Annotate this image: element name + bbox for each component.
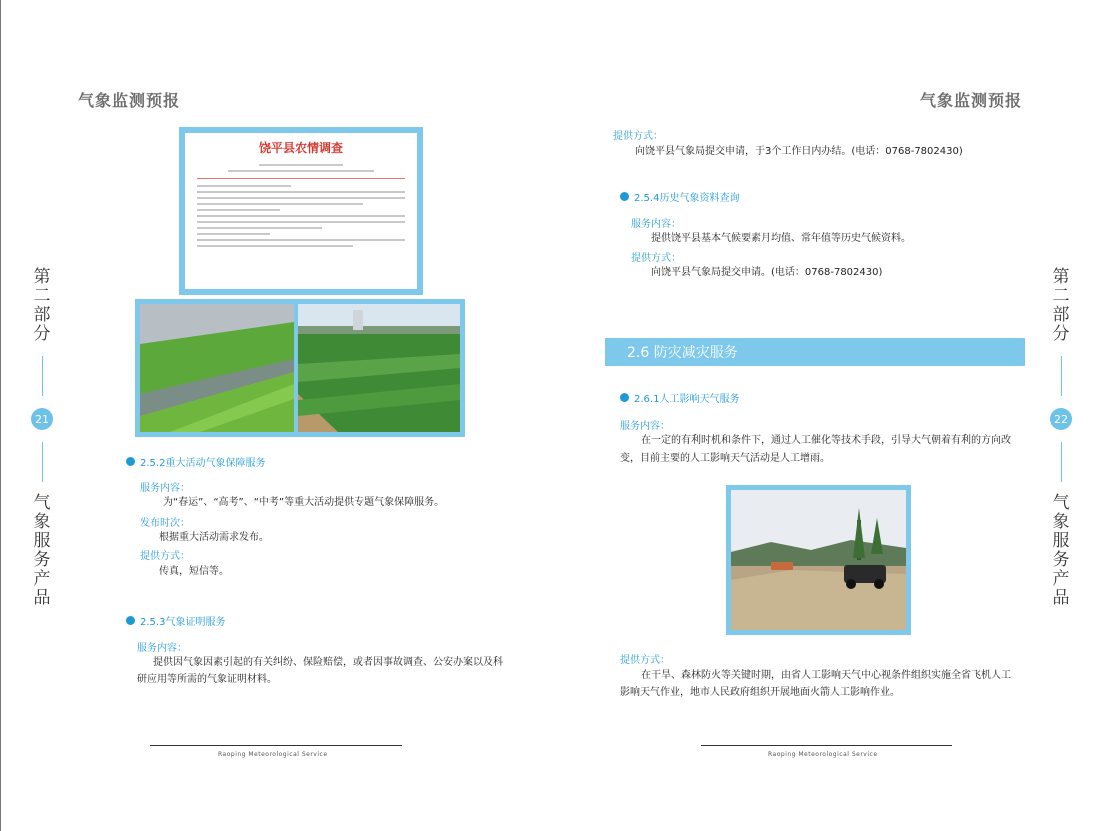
field-photos-frame (135, 299, 465, 437)
side-divider (42, 356, 43, 396)
delivery-method-text: 向饶平县气象局提交申请。(电话：0768-7802430) (651, 267, 883, 278)
service-content-text-cont: 变，目前主要的人工影响天气活动是人工增雨。 (620, 453, 830, 464)
section-heading-2-5-2 (126, 454, 265, 469)
running-head-right: 气象监测预报 (920, 91, 1023, 110)
bullet-dot-icon (126, 616, 135, 625)
section-heading-2-5-4 (620, 189, 739, 204)
delivery-method-text: 在干旱、森林防火等关键时期，由省人工影响天气中心视条件组织实施全省飞机人工 (641, 670, 1011, 681)
rice-seedling-photo (140, 304, 294, 432)
side-part-label: 第二部分 (1052, 267, 1070, 344)
footer-rule (701, 745, 952, 746)
delivery-method-text: 传真，短信等。 (159, 566, 229, 577)
section-heading-2-6-1 (620, 390, 739, 405)
side-tab-left (30, 268, 54, 608)
section-title: 2.5.3气象证明服务 (140, 617, 226, 628)
doc-image-title: 饶平县农情调查 (258, 141, 343, 155)
doc-image-body (185, 156, 417, 255)
service-content-label: 服务内容： (631, 219, 681, 230)
service-content-text: 提供因气象因素引起的有关纠纷、保险赔偿，或者因事故调查、公安办案以及科 (153, 657, 503, 668)
delivery-method-label: 提供方式： (140, 551, 190, 562)
release-time-text: 根据重大活动需求发布。 (159, 532, 269, 543)
bullet-dot-icon (126, 457, 135, 466)
weather-modification-site-photo (726, 485, 911, 635)
service-content-text: 在一定的有利时机和条件下，通过人工催化等技术手段，引导大气朝着有利的方向改 (641, 435, 1011, 446)
side-divider (1061, 356, 1062, 396)
left-edge (0, 0, 1, 831)
section-title: 2.6.1人工影响天气服务 (634, 394, 740, 405)
page-number: 21 (31, 408, 53, 430)
service-content-text-cont: 研应用等所需的气象证明材料。 (137, 674, 277, 685)
side-divider (1061, 442, 1062, 482)
section-title: 2.5.2重大活动气象保障服务 (140, 458, 266, 469)
delivery-method-label: 提供方式： (613, 131, 663, 142)
release-time-label: 发布时次： (140, 518, 190, 529)
service-content-text: 为“春运”、“高考”、“中考”等重大活动提供专题气象保障服务。 (163, 497, 445, 508)
section-band-2-6: 2.6 防灾减灾服务 (605, 338, 1025, 366)
running-head-left: 气象监测预报 (78, 91, 181, 110)
page-number: 22 (1050, 408, 1072, 430)
service-content-text: 提供饶平县基本气候要素月均值、常年值等历史气候资料。 (651, 233, 911, 244)
right-page (551, 0, 1103, 831)
bullet-dot-icon (620, 192, 629, 201)
delivery-method-label: 提供方式： (620, 655, 670, 666)
vegetable-field-photo (298, 304, 460, 432)
service-content-label: 服务内容： (620, 421, 670, 432)
side-part-label: 第二部分 (33, 267, 51, 344)
left-page (0, 0, 551, 831)
crop-survey-document-image (179, 127, 423, 295)
service-content-label: 服务内容： (140, 483, 190, 494)
footer-text: Raoping Meteorological Service (768, 751, 878, 758)
footer-rule (150, 745, 402, 746)
side-section-label: 气象服务产品 (1052, 493, 1070, 608)
side-divider (42, 442, 43, 482)
delivery-method-label: 提供方式： (631, 253, 681, 264)
service-content-label: 服务内容： (137, 643, 187, 654)
delivery-method-text-cont: 影响天气作业，地市人民政府组织开展地面火箭人工影响作业。 (620, 687, 900, 698)
bullet-dot-icon (620, 393, 629, 402)
delivery-method-text: 向饶平县气象局提交申请，于3个工作日内办结。(电话：0768-7802430) (635, 146, 963, 157)
section-title: 2.5.4历史气象资料查询 (634, 193, 740, 204)
footer-text: Raoping Meteorological Service (218, 751, 328, 758)
section-heading-2-5-3 (126, 613, 225, 628)
side-tab-right (1049, 268, 1073, 608)
side-section-label: 气象服务产品 (33, 493, 51, 608)
